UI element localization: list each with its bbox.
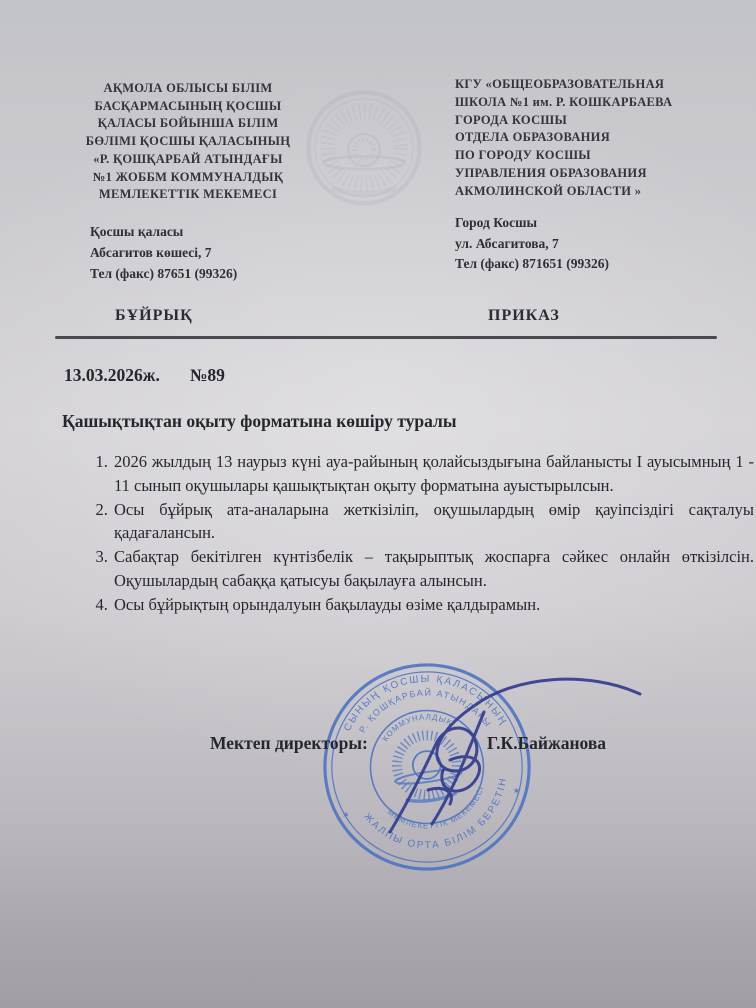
signature-label: Мектеп директоры: [210, 733, 368, 753]
stamp-star-left: ✶ [341, 809, 351, 822]
letterhead-kazakh-line: ҚАЛАСЫ БОЙЫНША БІЛІМ [97, 116, 279, 131]
letterhead-kazakh-line: БАСҚАРМАСЫНЫҢ ҚОСШЫ [94, 98, 282, 113]
order-title-kazakh: БҰЙРЫҚ [115, 307, 193, 324]
letterhead-kazakh-line: АҚМОЛА ОБЛЫСЫ БІЛІМ [103, 81, 273, 95]
stamp-ring-text: Р. ҚОШҚАРБАЙ АТЫНДАҒЫ [357, 687, 494, 735]
contact-block-kazakh [90, 221, 330, 284]
signature-name: Г.К.Байжанова [487, 733, 607, 753]
letterhead-russian [455, 76, 727, 201]
director-signature-icon [332, 662, 652, 862]
letterhead-russian-line: УПРАВЛЕНИЯ ОБРАЗОВАНИЯ [455, 165, 647, 180]
letterhead-russian-line: АКМОЛИНСКОЙ ОБЛАСТИ » [455, 183, 642, 198]
contact-block-russian [455, 213, 715, 275]
order-number: №89 [189, 365, 225, 385]
contact-street: Абсагитов көшесі, 7 [90, 245, 212, 260]
contact-city: Город Косшы [455, 215, 538, 230]
kazakhstan-emblem-watermark-icon [300, 86, 428, 214]
stamp-ring-text: ЖАЛПЫ ОРТА БІЛІМ БЕРЕТІН [361, 775, 510, 852]
contact-street: ул. Абсагитова, 7 [455, 235, 559, 251]
stamp-ring-text: СЫНЫҢ ҚОСШЫ ҚАЛАСЫНЫҢ [342, 673, 509, 734]
stamp-ring-text: КОММУНАЛДЫҚ [380, 712, 454, 744]
order-item-2: 2. Осы бұйрық ата-аналарына жеткізіліп, оқушылардың өмір қауіпсіздігі сақталуы қадағалансын. [112, 498, 754, 546]
stamp-ring-text: МЕМЛЕКЕТТІК МЕКЕМЕСІ [385, 784, 486, 831]
header-divider-line [55, 336, 717, 339]
order-items-list [82, 450, 754, 617]
order-item-4: 4. Осы бұйрықтың орындалуын бақылауды өзіме қалдырамын. [112, 593, 754, 617]
letterhead-kazakh-line: БӨЛІМІ ҚОСШЫ ҚАЛАСЫНЫҢ [85, 134, 291, 149]
order-date: 13.03.2026ж. [64, 365, 160, 385]
order-subject: Қашықтықтан оқыту форматына көшіру туралы [62, 411, 457, 431]
letterhead-russian-line: ГОРОДА КОСШЫ [455, 112, 568, 127]
letterhead-russian-line: КГУ «ОБЩЕОБРАЗОВАТЕЛЬНАЯ [455, 77, 665, 91]
contact-city: Қосшы қаласы [90, 224, 184, 239]
letterhead-kazakh [60, 80, 316, 204]
letterhead-russian-line: ШКОЛА №1 им. Р. КОШКАРБАЕВА [455, 94, 673, 109]
letterhead-kazakh-line: «Р. ҚОШҚАРБАЙ АТЫНДАҒЫ [93, 151, 283, 166]
contact-phone: Тел (факс) 871651 (99326) [455, 256, 609, 271]
order-item-1: 1. 2026 жылдың 13 наурыз күні ауа-райының қолайсыздығына байланысты І ауысымның 1 - 11 сынып оқушылары қашықтықтан оқыту форматына ауыстырылсын. [112, 450, 754, 498]
contact-phone: Тел (факс) 87651 (99326) [90, 266, 238, 281]
letterhead-kazakh-line: МЕМЛЕКЕТТІК МЕКЕМЕСІ [98, 187, 278, 202]
order-title-russian: ПРИКАЗ [488, 307, 560, 324]
order-item-3: 3. Сабақтар бекітілген күнтізбелік – тақырыптық жоспарға сәйкес онлайн өткізілсін. Оқушылардың сабаққа қатысуы бақылауға алынсын. [112, 545, 754, 593]
stamp-star-right: ✶ [511, 785, 522, 798]
letterhead-russian-line: ПО ГОРОДУ КОСШЫ [455, 148, 591, 163]
letterhead-russian-line: ОТДЕЛА ОБРАЗОВАНИЯ [455, 130, 611, 145]
letterhead-kazakh-line: №1 ЖОББМ КОММУНАЛДЫҚ [92, 169, 284, 184]
order-date-number [64, 365, 225, 386]
